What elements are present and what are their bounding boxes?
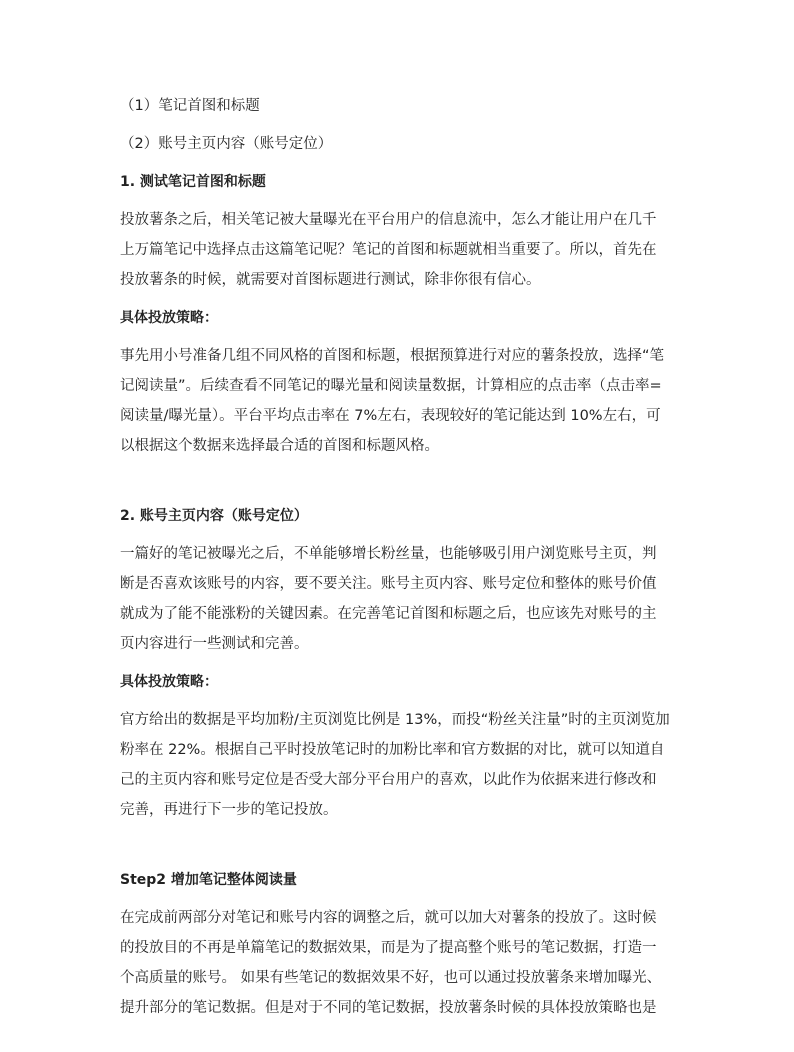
step2-para-line: 提升部分的笔记数据。但是对于不同的笔记数据，投放薯条时候的具体投放策略也是 — [120, 1000, 657, 1016]
section2-strategy-label: 具体投放策略： — [120, 674, 218, 690]
section2-para-line: 就成为了能不能涨粉的关键因素。在完善笔记首图和标题之后，也应该先对账号的主 — [120, 606, 657, 622]
step2-para-line: 的投放目的不再是单篇笔记的数据效果，而是为了提高整个账号的笔记数据，打造一 — [120, 940, 657, 956]
step2-para-line: 在完成前两部分对笔记和账号内容的调整之后，就可以加大对薯条的投放了。这时候 — [120, 910, 657, 926]
section1-strategy-line: 事先用小号准备几组不同风格的首图和标题，根据预算进行对应的薯条投放，选择“笔 — [120, 348, 665, 364]
step2-para-line: 个高质量的账号。 如果有些笔记的数据效果不好，也可以通过投放薯条来增加曝光、 — [120, 970, 662, 986]
section2-strategy-line: 完善，再进行下一步的笔记投放。 — [120, 802, 338, 818]
section1-heading: 1. 测试笔记首图和标题 — [120, 174, 266, 190]
section1-para-line: 投放薯条的时候，就需要对首图标题进行测试，除非你很有信心。 — [120, 272, 541, 288]
section2-para-line: 一篇好的笔记被曝光之后，不单能够增长粉丝量，也能够吸引用户浏览账号主页，判 — [120, 546, 657, 562]
list-item-account-homepage: （2）账号主页内容（账号定位） — [120, 136, 333, 152]
list-item-first-image-title: （1）笔记首图和标题 — [120, 98, 260, 114]
section2-para-line: 断是否喜欢该账号的内容，要不要关注。账号主页内容、账号定位和整体的账号价值 — [120, 576, 657, 592]
section2-strategy-line: 己的主页内容和账号定位是否受大部分平台用户的喜欢，以此作为依据来进行修改和 — [120, 772, 657, 788]
section1-para-line: 投放薯条之后，相关笔记被大量曝光在平台用户的信息流中，怎么才能让用户在几千 — [120, 212, 657, 228]
section2-heading: 2. 账号主页内容（账号定位） — [120, 508, 308, 524]
section1-strategy-label: 具体投放策略： — [120, 310, 218, 326]
section2-para-line: 页内容进行一些测试和完善。 — [120, 636, 309, 652]
step2-heading: Step2 增加笔记整体阅读量 — [120, 872, 297, 888]
section1-strategy-line: 以根据这个数据来选择最合适的首图和标题风格。 — [120, 438, 439, 454]
section2-strategy-line: 官方给出的数据是平均加粉/主页浏览比例是 13%，而投“粉丝关注量”时的主页浏览加 — [120, 712, 670, 728]
section1-strategy-line: 记阅读量”。后续查看不同笔记的曝光量和阅读量数据，计算相应的点击率（点击率= — [120, 378, 662, 394]
section2-strategy-line: 粉率在 22%。根据自己平时投放笔记时的加粉比率和官方数据的对比，就可以知道自 — [120, 742, 665, 758]
section1-strategy-line: 阅读量/曝光量）。平台平均点击率在 7%左右，表现较好的笔记能达到 10%左右，可 — [120, 408, 661, 424]
section1-para-line: 上万篇笔记中选择点击这篇笔记呢？笔记的首图和标题就相当重要了。所以，首先在 — [120, 242, 657, 258]
